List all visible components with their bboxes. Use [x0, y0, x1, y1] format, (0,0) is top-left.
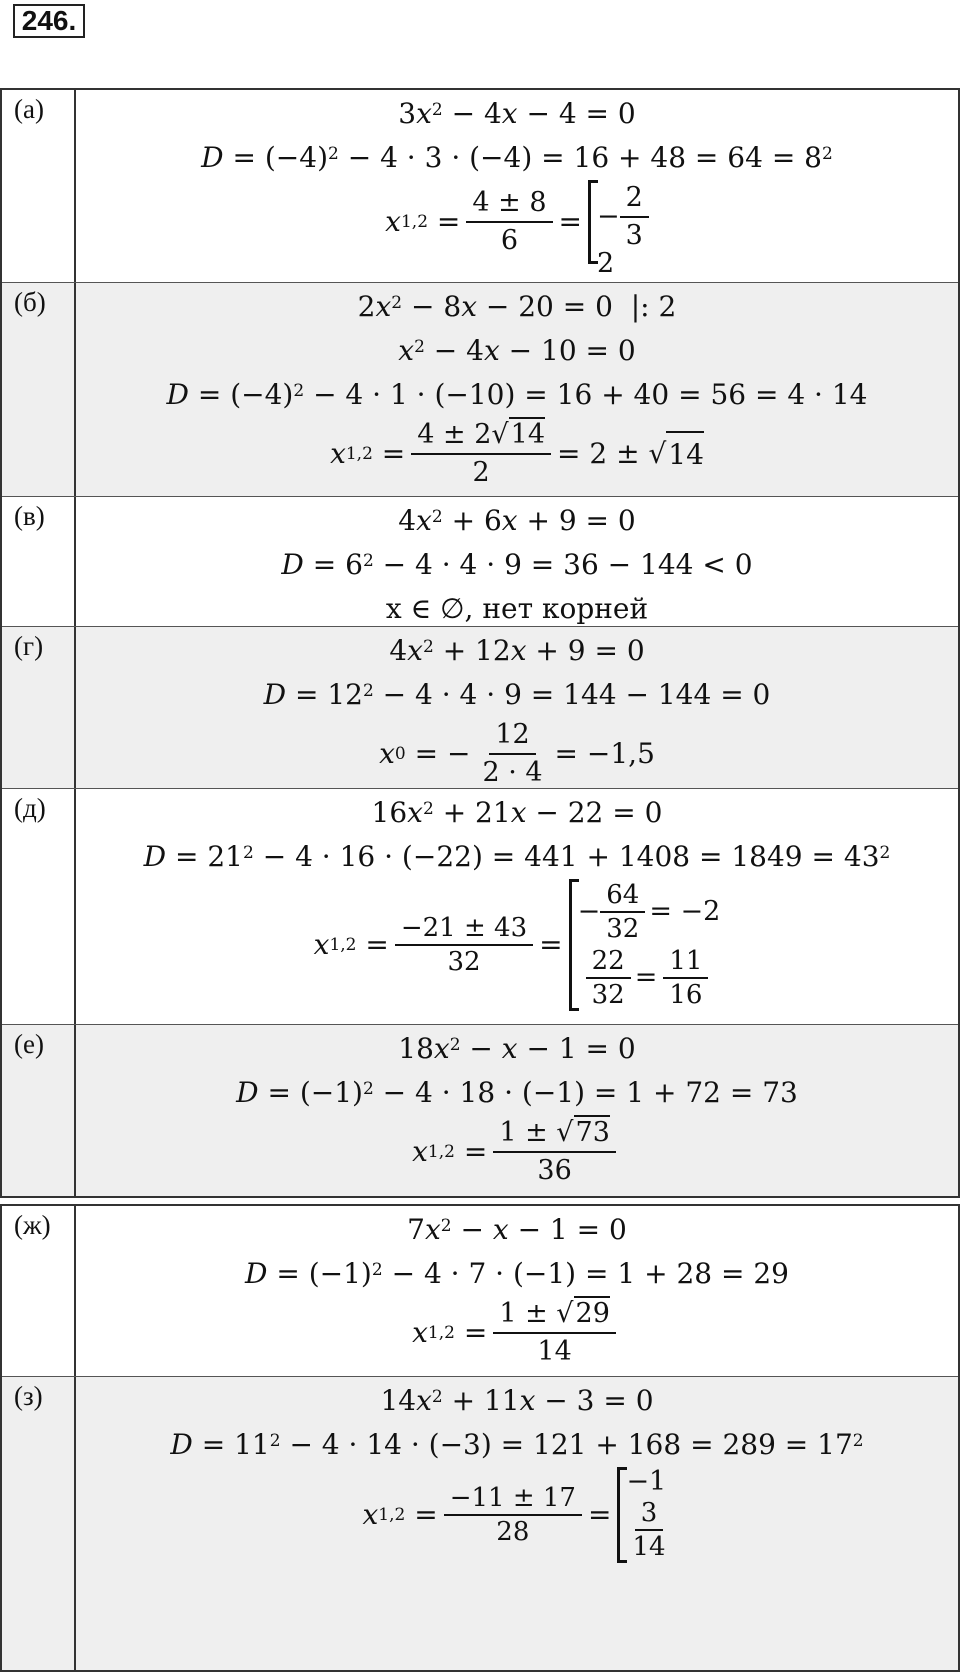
row-g: [2, 626, 958, 788]
row-content: [76, 1025, 958, 1196]
row-content: [76, 1206, 958, 1376]
equation: 7 x $^2$ − x − 1 = 0: [407, 1213, 627, 1246]
discriminant: D = (−4) $^2$ − 4 · 3 · (−4) = 16 + 48 = 64 = 8 $^2$: [201, 141, 833, 174]
row-zh: [2, 1206, 958, 1376]
equation: 2 x $^2$ − 8 x − 20 = 0 |: 2: [357, 290, 677, 323]
solution-table-1: [0, 88, 960, 1198]
equation: 16 x $^2$ + 21 x − 22 = 0: [371, 796, 663, 829]
discriminant: D = (−1) $^2$ − 4 · 7 · (−1) = 1 + 28 = 29: [245, 1257, 789, 1290]
discriminant: D = 6 $^2$ − 4 · 4 · 9 = 36 − 144 < 0: [281, 548, 753, 581]
row-content: [76, 90, 958, 282]
row-label: (е): [2, 1025, 76, 1196]
roots: x 1,2 = $\frac{-21 \pm 43}{32}$ = − $\frac{64}{32}$ = −2 $\frac{22}{32}$ = $\frac{11}{16}$: [313, 880, 721, 1010]
row-v: [2, 496, 958, 626]
row-label: (в): [2, 497, 76, 626]
row-label: (д): [2, 789, 76, 1024]
discriminant: D = (−4) $^2$ − 4 · 1 · (−10) = 16 + 40 = 56 = 4 · 14: [166, 378, 868, 411]
roots: x 1,2 = $\frac{4 \pm 2√14}{2}$ = 2 ± √ 14: [330, 419, 704, 488]
row-d: [2, 788, 958, 1024]
row-label: (г): [2, 627, 76, 788]
row-e: [2, 1024, 958, 1196]
equation: 14 x $^2$ + 11 x − 3 = 0: [380, 1384, 654, 1417]
equation: 4 x $^2$ + 12 x + 9 = 0: [389, 634, 645, 667]
row-content: [76, 283, 958, 496]
roots: x 1,2 = $\frac{1 \pm √29}{14}$: [412, 1296, 622, 1370]
roots: x 1,2 = $\frac{1 \pm √73}{36}$: [412, 1115, 622, 1189]
row-label: (б): [2, 283, 76, 496]
row-content: [76, 789, 958, 1024]
equation-reduced: x $^2$ − 4 x − 10 = 0: [398, 334, 636, 367]
equation: 4 x $^2$ + 6 x + 9 = 0: [398, 504, 636, 537]
row-b: [2, 282, 958, 496]
roots: x 0 = − $\frac{12}{2 \cdot 4}$ = −1,5: [379, 719, 655, 788]
row-content: [76, 1377, 958, 1670]
discriminant: D = 21 $^2$ − 4 · 16 · (−22) = 441 + 1408 = 1849 = 43 $^2$: [143, 840, 891, 873]
problem-number: 246.: [13, 4, 85, 38]
discriminant: D = (−1) $^2$ − 4 · 18 · (−1) = 1 + 72 = 73: [236, 1076, 798, 1109]
equation: 18 x $^2$ − x − 1 = 0: [398, 1032, 636, 1065]
row-z: [2, 1376, 958, 1670]
no-roots-text: x ∈ ∅, нет корней: [385, 592, 649, 625]
row-content: [76, 497, 958, 626]
solution-table-2: [0, 1204, 960, 1672]
discriminant: D = 11 $^2$ − 4 · 14 · (−3) = 121 + 168 = 289 = 17 $^2$: [170, 1428, 864, 1461]
roots: x 1,2 = $\frac{4 \pm 8}{6}$ = − $\frac{2}{3}$ 2: [385, 180, 649, 264]
row-label: (а): [2, 90, 76, 282]
row-label: (ж): [2, 1206, 76, 1376]
row-content: [76, 627, 958, 788]
equation: 3 x $^2$ − 4 x − 4 = 0: [398, 97, 636, 130]
roots: x 1,2 = $\frac{-11 \pm 17}{28}$ = −1 $\frac{3}{14}$: [362, 1467, 671, 1563]
row-a: [2, 90, 958, 282]
row-label: (з): [2, 1377, 76, 1670]
discriminant: D = 12 $^2$ − 4 · 4 · 9 = 144 − 144 = 0: [263, 678, 771, 711]
